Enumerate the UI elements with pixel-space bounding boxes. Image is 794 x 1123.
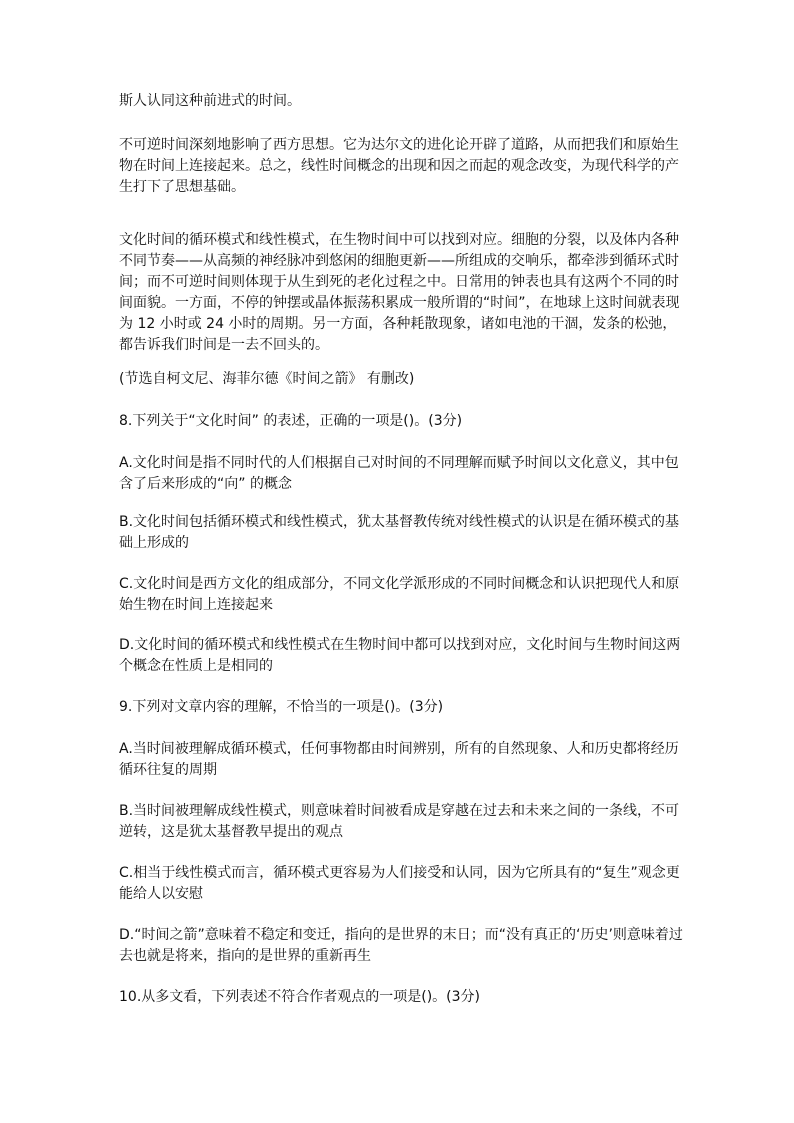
option-a: A.文化时间是指不同时代的人们根据自己对时间的不同理解而赋予时间以文化意义，其中包含了后来形成的“向” 的概念: [119, 455, 679, 492]
option-b: B.文化时间包括循环模式和线性模式，犹太基督教传统对线性模式的认识是在循环模式的基础上形成的: [119, 514, 680, 551]
question-stem: 9.下列对文章内容的理解，不恰当的一项是()。(3分): [119, 699, 444, 715]
passage-source: (节选自柯文尼、海菲尔德《时间之箭》 有删改): [119, 371, 415, 387]
question-stem: 10.从多文看，下列表述不符合作者观点的一项是()。(3分): [119, 989, 481, 1005]
option-c: C.文化时间是西方文化的组成部分，不同文化学派形成的不同时间概念和认识把现代人和原始生物在时间上连接起来: [119, 576, 680, 613]
passage-paragraph: 斯人认同这种前进式的时间。: [119, 93, 301, 109]
passage-paragraph: 文化时间的循环模式和线性模式，在生物时间中可以找到对应。细胞的分裂，以及体内各种不同节奏——从高频的神经脉冲到悠闲的细胞更新——所组成的交响乐，都牵涉到循环式时间；而不可逆时间则体现于从生到死的老化过程之中。日常用的钟表也具有这两个不同的时间面貌。一方面，不停的钟摆或晶体振荡积累成一般所谓的“时间”，在地球上这时间就表现为 12 小时或 24 小时的周期。另一方面，各种耗散现象，诸如电池的干涸，发条的松弛，都告诉我们时间是一去不回头的。: [119, 232, 680, 353]
question-stem: 8.下列关于“文化时间” 的表述，正确的一项是()。(3分): [119, 413, 463, 429]
option-d: D.文化时间的循环模式和线性模式在生物时间中都可以找到对应，文化时间与生物时间这两个概念在性质上是相同的: [119, 637, 681, 674]
option-a: A.当时间被理解成循环模式，任何事物都由时间辨别，所有的自然现象、人和历史都将经历循环往复的周期: [119, 741, 679, 778]
passage-paragraph: 不可逆时间深刻地影响了西方思想。它为达尔文的进化论开辟了道路，从而把我们和原始生物在时间上连接起来。总之，线性时间概念的出现和因之而起的观念改变，为现代科学的产生打下了思想基础。: [119, 137, 679, 195]
option-b: B.当时间被理解成线性模式，则意味着时间被看成是穿越在过去和未来之间的一条线，不可逆转，这是犹太基督教早提出的观点: [119, 803, 680, 840]
option-c: C.相当于线性模式而言，循环模式更容易为人们接受和认同，因为它所具有的“复生”观念更能给人以安慰: [119, 865, 680, 902]
option-d: D.“时间之箭”意味着不稳定和变迁，指向的是世界的末日；而“没有真正的‘历史’则意味着过去也就是将来，指向的是世界的重新再生: [119, 927, 683, 964]
